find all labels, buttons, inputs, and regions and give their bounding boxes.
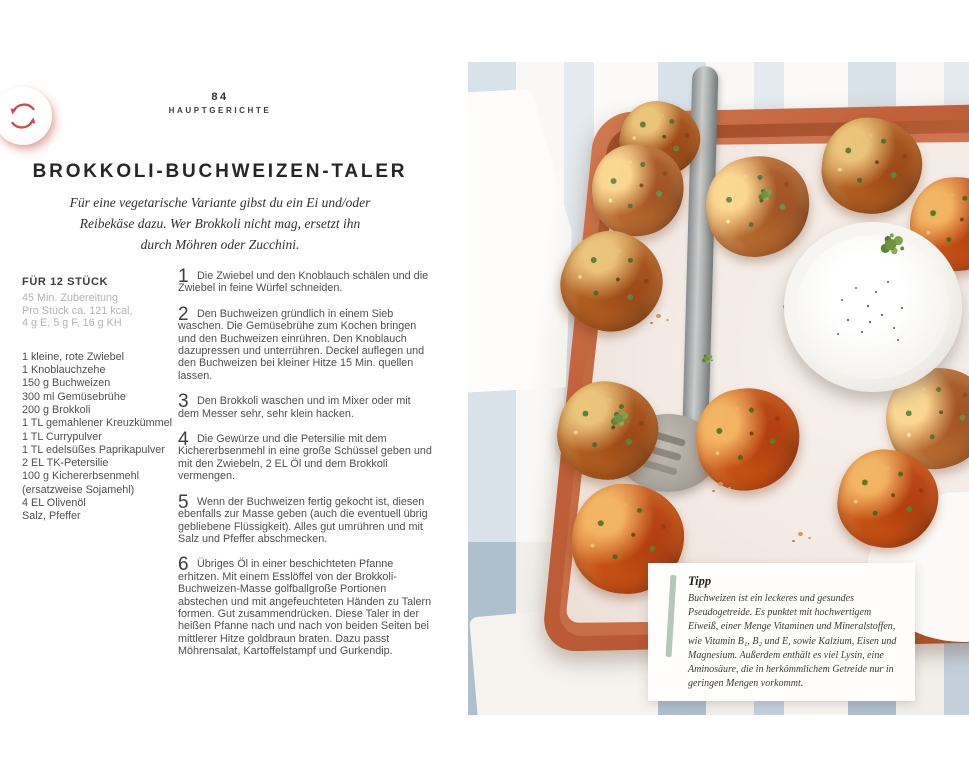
tip-text: Buchweizen ist ein leckeres und gesundes Pseudogetreide. Es punktet mit hochwertigem Eiweiß, einer Menge Vitaminen und Mineralstoffen, wie Vitamin B₁, B₂ und E, sowie Kalzium, Eisen und Magnesium. Außerdem enthält es viel Lysin, eine Aminosäure, die in herkömmlichem Getreide nur in geringen Mengen vorkommt. xyxy=(688,593,897,690)
step-number: 6 xyxy=(178,554,189,576)
intro-line: Für eine vegetarische Variante gibst du ein Ei und/oder xyxy=(69,195,371,210)
step-3 xyxy=(178,391,434,420)
step-2 xyxy=(178,303,434,382)
tip-title: Tipp xyxy=(688,574,712,588)
intro-line: durch Möhren oder Zucchini. xyxy=(140,236,300,252)
tip-card xyxy=(648,563,915,701)
page-number: 84 xyxy=(211,91,229,103)
tip-accent-bar xyxy=(666,575,677,657)
crumbs xyxy=(798,532,803,536)
parsley-sprig xyxy=(614,414,623,423)
ingredient-item: 150 g Buchweizen xyxy=(22,377,111,390)
crumbs xyxy=(656,314,661,318)
ingredient-item: 300 ml Gemüsebrühe xyxy=(22,390,126,403)
chapter-label: HAUPTGERICHTE xyxy=(168,106,272,115)
step-number: 3 xyxy=(178,391,189,413)
step-number: 5 xyxy=(178,491,189,513)
step-1 xyxy=(178,266,434,295)
ingredient-item: 4 EL Olivenöl xyxy=(22,497,86,510)
ingredient-item: 200 g Brokkoli xyxy=(22,403,91,416)
step-number: 4 xyxy=(178,429,189,451)
step-text: Übriges Öl in einer beschichteten Pfanne erhitzen. Mit einem Esslöffel von der Brokkoli-Buchweizen-Masse golfballgroße Portionen abstechen und mit angefeuchteten Händen zu Talern formen. Gut zusammendrücken. Diese Taler in der heißen Pfanne nach und nach von beiden Seiten bei mittlerer Hitze goldbraun braten. Dazu passt Möhrensalat, Kartoffelstampf und Gurkendip. xyxy=(178,558,432,658)
parsley-sprig xyxy=(761,191,768,198)
recipe-intro xyxy=(40,193,400,256)
step-4 xyxy=(178,429,434,483)
step-text: Die Zwiebel und den Knoblauch schälen und die Zwiebel in feine Würfel schneiden. xyxy=(178,270,429,295)
yogurt-dip xyxy=(797,235,949,379)
meta-line: Pro Stück ca. 121 kcal, xyxy=(22,304,133,317)
step-text: Wenn der Buchweizen fertig gekocht ist, diesen ebenfalls zur Masse geben (auch die eventuell übrig gebliebene Flüssigkeit). Alles gut umrühren und mit Salz und Pfeffer abschmecken. xyxy=(178,495,428,545)
crumbs xyxy=(718,482,723,486)
yield-heading: FÜR 12 STÜCK xyxy=(22,276,109,288)
intro-line: Reibekäse dazu. Wer Brokkoli nicht mag, ersetzt ihn xyxy=(79,215,361,231)
page-header xyxy=(0,91,440,115)
step-number: 1 xyxy=(178,266,189,287)
ingredient-item: 1 TL gemahlener Kreuzkümmel xyxy=(22,417,173,430)
photo-dip-bowl xyxy=(784,222,962,392)
ingredient-item: 100 g Kichererbsenmehl xyxy=(22,470,140,483)
step-text: Den Buchweizen gründlich in einem Sieb waschen. Die Gemüsebrühe zum Kochen bringen und den Buchweizen einrühren. Den Knoblauch dazupressen und unterrühren. Deckel auflegen und den Buchweizen bei kleiner Hitze 15 Min. quellen lassen. xyxy=(178,307,425,382)
parsley-sprig xyxy=(885,239,897,251)
step-5 xyxy=(178,491,434,546)
ingredient-list xyxy=(22,351,174,524)
ingredients-column xyxy=(22,276,174,524)
parsley-sprig xyxy=(704,356,709,361)
ingredient-item: 2 EL TK-Petersilie xyxy=(22,457,109,470)
step-text: Den Brokkoli waschen und im Mixer oder mit dem Messer sehr, sehr klein hacken. xyxy=(178,395,411,420)
step-6 xyxy=(178,554,434,658)
ingredient-item: 1 TL edelsüßes Paprikapulver xyxy=(22,443,165,456)
ingredient-item: 1 Knoblauchzehe xyxy=(22,364,106,377)
ingredient-item: 1 kleine, rote Zwiebel xyxy=(22,350,125,363)
step-text: Die Gewürze und die Petersilie mit dem Kichererbsenmehl in eine große Schüssel geben und mit den Zwiebeln, 2 EL Öl und dem Brokkoli vermengen. xyxy=(178,433,432,483)
meta-line: 4 g E, 5 g F, 16 g KH xyxy=(22,317,122,330)
meta-line: 45 Min. Zubereitung xyxy=(22,292,119,304)
recipe-title: BROKKOLI-BUCHWEIZEN-TALER xyxy=(32,161,408,182)
ingredient-item: 1 TL Currypulver xyxy=(22,430,102,443)
ingredient-item: (ersatzweise Sojamehl) xyxy=(22,483,135,496)
recipe-photo xyxy=(468,62,969,715)
preparation-steps xyxy=(178,266,434,671)
ingredient-item: Salz, Pfeffer xyxy=(22,510,81,523)
step-number: 2 xyxy=(178,303,189,325)
